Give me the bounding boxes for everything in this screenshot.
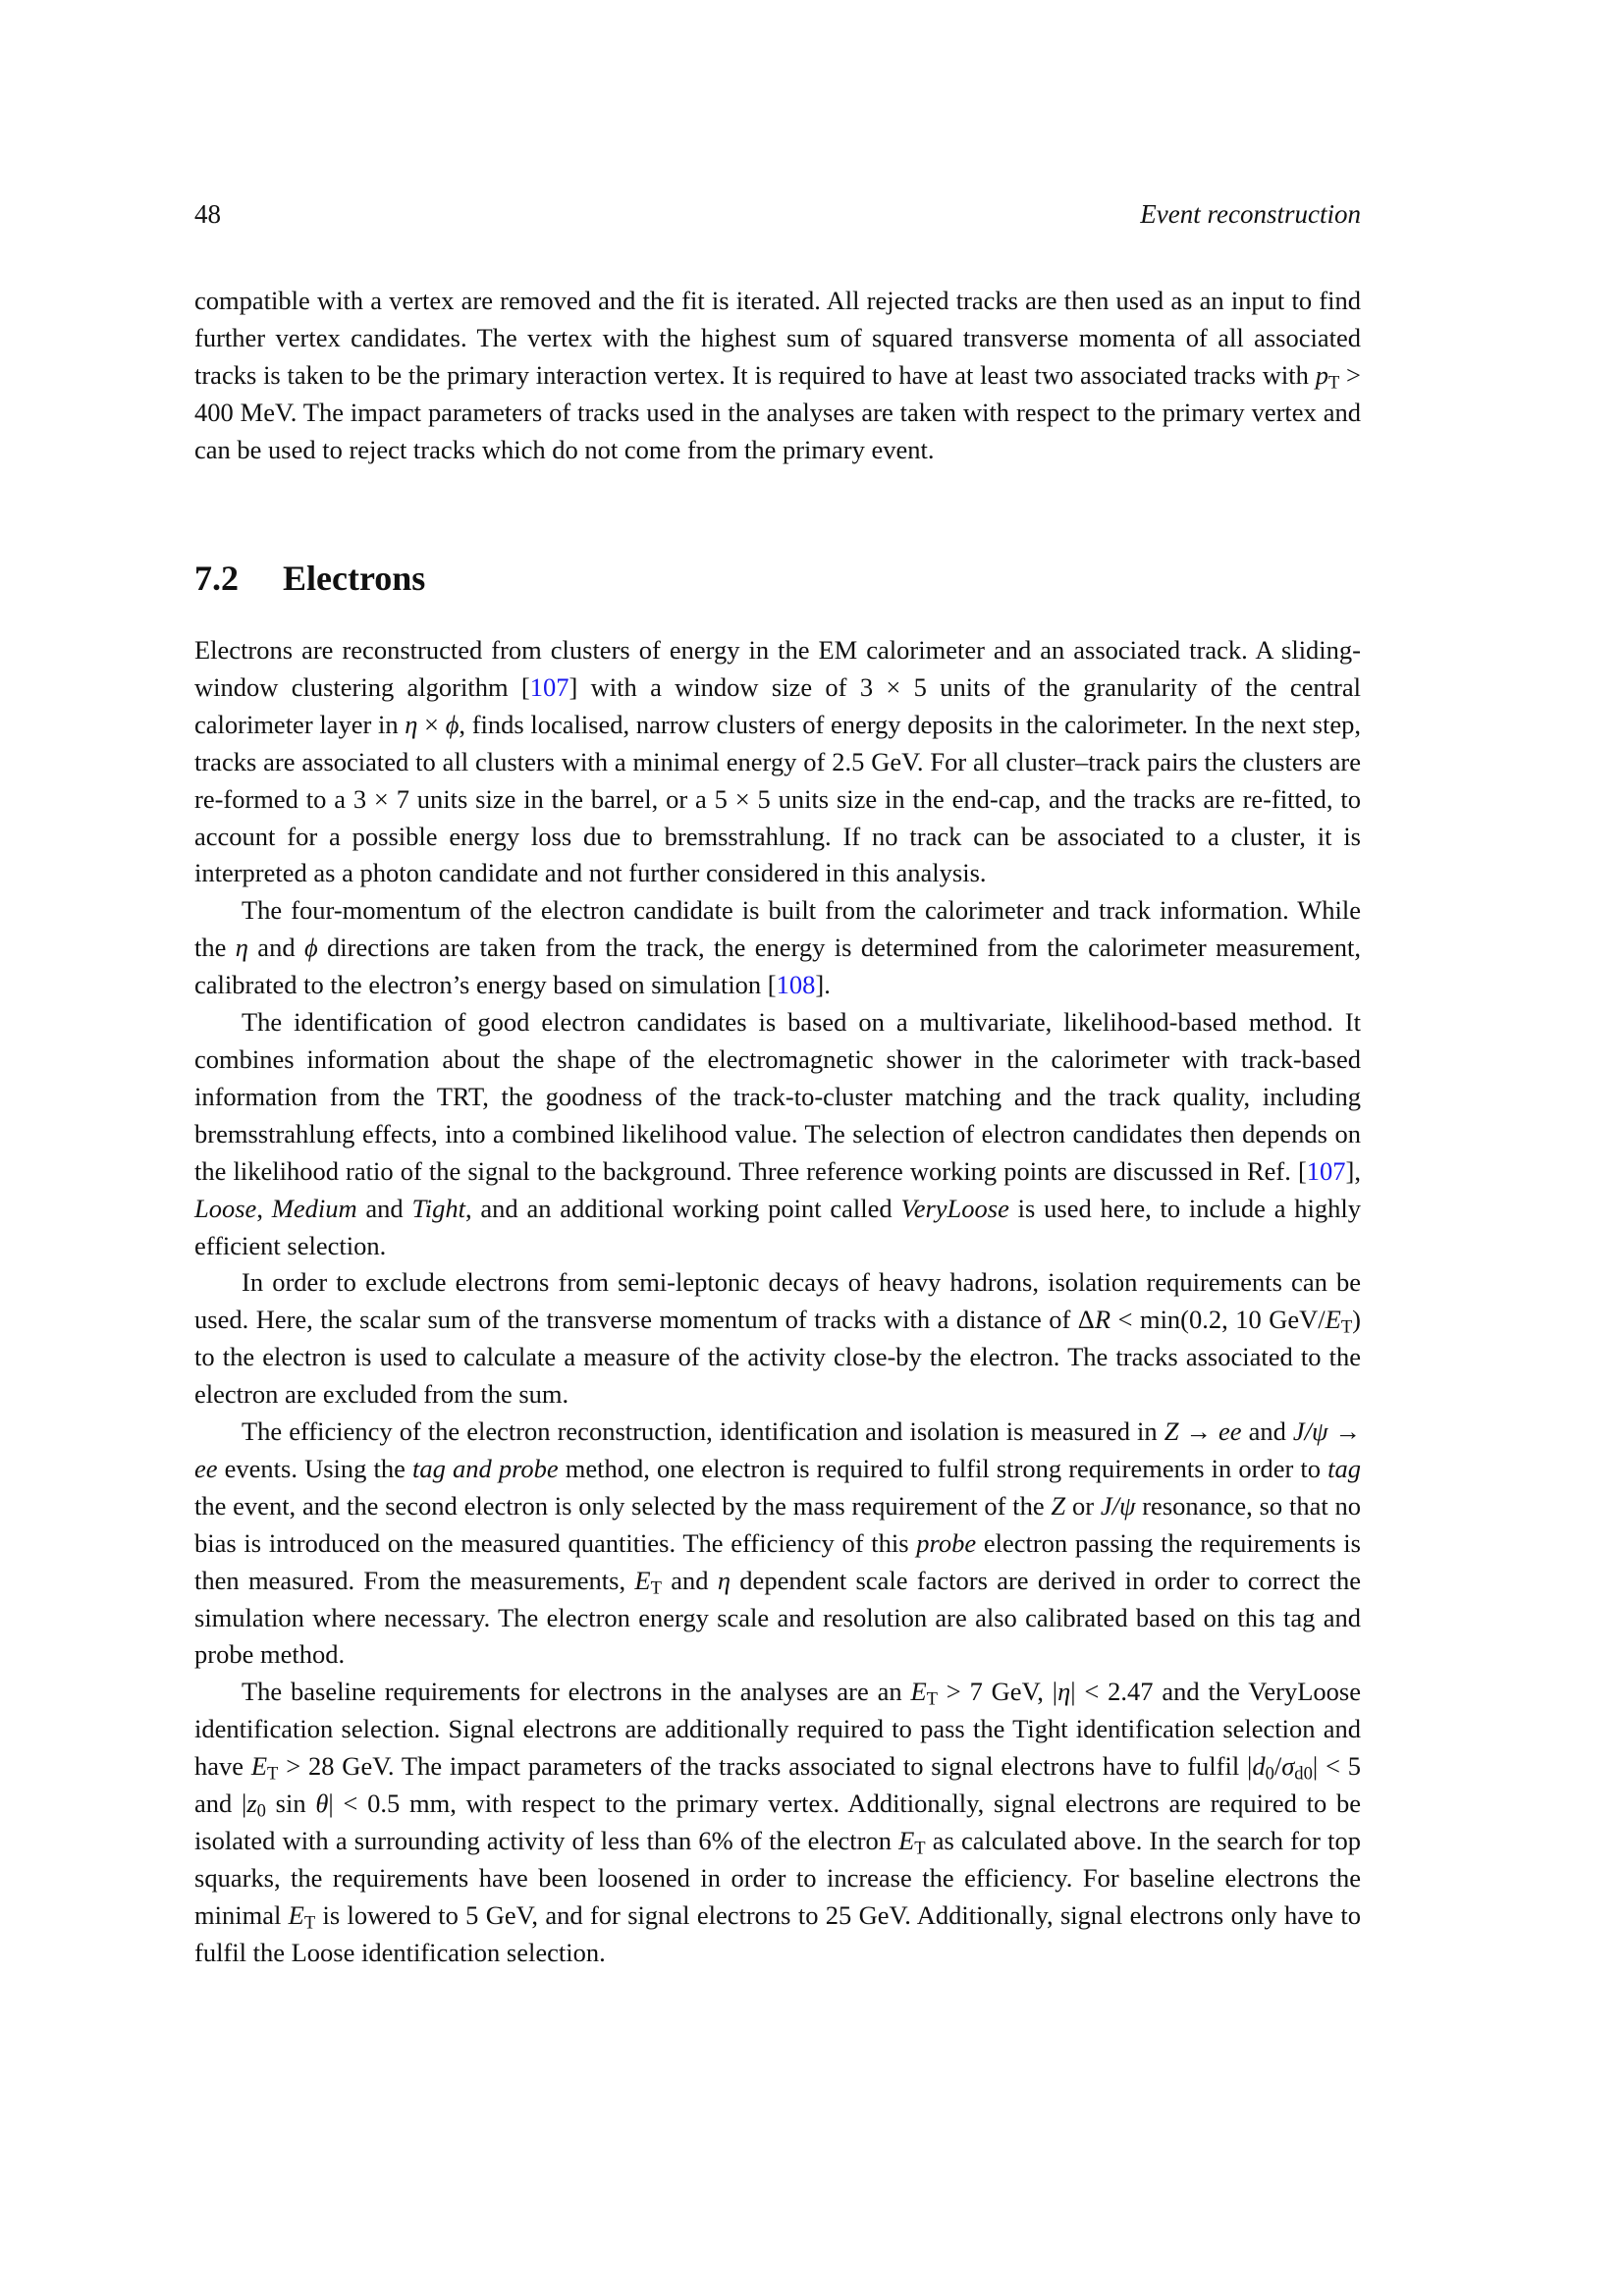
text-run: < min(0.2, 10 GeV/ bbox=[1110, 1305, 1326, 1335]
text-run: directions are taken from the track, the energy is determined from the calorimeter measurement, calibrated to the electron’s energy based on simulation [ bbox=[194, 933, 1362, 1000]
italic-text: E bbox=[910, 1677, 927, 1707]
italic-text: E bbox=[1325, 1305, 1341, 1335]
italic-text: ϕ bbox=[445, 709, 460, 739]
text-run: , and an additional working point called bbox=[464, 1193, 901, 1223]
italic-text: J/ψ bbox=[1292, 1416, 1328, 1447]
subscript: T bbox=[914, 1838, 926, 1859]
italic-text: η bbox=[405, 709, 418, 739]
paragraph bbox=[194, 892, 1361, 1004]
text-run: resonance, so that no bias is introduced on the measured quantities. The efficiency of this bbox=[194, 1490, 1361, 1558]
text-run: In order to exclude electrons from semi-leptonic decays of heavy hadrons, isolation requirements can be used. Here, the scalar sum of the transverse momentum of tracks with a distance of Δ bbox=[194, 1267, 1361, 1335]
text-run: → bbox=[1178, 1416, 1219, 1447]
text-run: | < 2.47 and the VeryLoose identification selection. Signal electrons are additionally required to pass the Tight identification selection and have bbox=[194, 1677, 1361, 1782]
text-run: The identification of good electron candidates is based on a multivariate, likelihood-based method. It combines information about the shape of the electromagnetic shower in the calorimeter with track-based information from the TRT, the goodness of the track-to-cluster matching and the track quality, including bremsstrahlung effects, into a combined likelihood value. The selection of electron candidates then depends on the likelihood ratio of the signal to the background. Three reference working points are discussed in Ref. [ bbox=[194, 1007, 1361, 1186]
section-title: Electrons bbox=[283, 559, 426, 598]
italic-text: tag bbox=[1327, 1453, 1361, 1483]
italic-text: Loose bbox=[194, 1193, 257, 1223]
italic-text: tag and probe bbox=[412, 1453, 559, 1483]
running-title: Event reconstruction bbox=[1140, 199, 1361, 229]
text-run: and bbox=[356, 1193, 412, 1223]
italic-text: z bbox=[246, 1789, 257, 1819]
italic-text: E bbox=[250, 1751, 268, 1782]
subscript: T bbox=[303, 1912, 316, 1934]
text-run: sin bbox=[265, 1789, 316, 1819]
citation-link[interactable]: 107 bbox=[1306, 1155, 1346, 1186]
section-body bbox=[194, 632, 1361, 1972]
paragraph bbox=[194, 632, 1361, 892]
text-run: / bbox=[1273, 1751, 1282, 1782]
text-run: | < 0.5 mm, with respect to the primary vertex. Additionally, signal electrons are required to be isolated with a surrounding activity of less than 6% of the electron bbox=[194, 1789, 1361, 1855]
text-run: electron passing the requirements is then measured. From the measurements, bbox=[194, 1527, 1361, 1595]
subscript: T bbox=[1327, 372, 1340, 394]
section-number: 7.2 bbox=[194, 559, 239, 598]
intro-paragraph bbox=[194, 283, 1361, 469]
text-run: Electrons are reconstructed from clusters of energy in the EM calorimeter and an associated track. A sliding-window clustering algorithm [ bbox=[194, 635, 1361, 702]
italic-text: Z bbox=[1051, 1490, 1066, 1521]
paragraph bbox=[194, 1004, 1361, 1264]
text-run: × bbox=[417, 709, 446, 739]
italic-text: σ bbox=[1281, 1751, 1295, 1782]
subscript: T bbox=[926, 1689, 938, 1710]
text-run: , bbox=[256, 1193, 272, 1223]
subscript: 0 bbox=[256, 1800, 266, 1822]
citation-link[interactable]: 108 bbox=[776, 970, 816, 1000]
paragraph bbox=[194, 1264, 1361, 1414]
text-run: is used here, to include a highly efficient selection. bbox=[194, 1193, 1362, 1260]
italic-text: ee bbox=[1218, 1416, 1242, 1447]
italic-text: E bbox=[634, 1565, 651, 1595]
italic-text: ee bbox=[194, 1453, 218, 1483]
italic-text: VeryLoose bbox=[900, 1193, 1009, 1223]
text-run: → bbox=[1327, 1416, 1362, 1447]
italic-text: R bbox=[1094, 1305, 1111, 1335]
subscript: d0 bbox=[1294, 1763, 1313, 1785]
text-run: ], bbox=[1345, 1155, 1361, 1186]
text-run: ) to the electron is used to calculate a measure of the activity close-by the electron. The tracks associated to the electron are excluded from the sum. bbox=[194, 1305, 1361, 1410]
text-run: and bbox=[661, 1565, 718, 1595]
italic-text: ϕ bbox=[303, 933, 318, 963]
text-run: events. Using the bbox=[217, 1453, 412, 1483]
italic-text: θ bbox=[315, 1789, 329, 1819]
italic-text: η bbox=[235, 933, 248, 963]
italic-text: Tight bbox=[411, 1193, 465, 1223]
subscript: T bbox=[1340, 1316, 1353, 1338]
italic-text: E bbox=[288, 1899, 304, 1930]
text-run: > 7 GeV, | bbox=[937, 1677, 1058, 1707]
text-run: is lowered to 5 GeV, and for signal electrons to 25 GeV. Additionally, signal electrons only have to fulfil the Loose identification selection. bbox=[194, 1899, 1362, 1967]
text-run: method, one electron is required to fulfil strong requirements in order to bbox=[558, 1453, 1328, 1483]
italic-text: J/ψ bbox=[1100, 1490, 1136, 1521]
italic-text: d bbox=[1252, 1751, 1266, 1782]
italic-text: Medium bbox=[271, 1193, 357, 1223]
italic-text: η bbox=[717, 1565, 731, 1595]
subscript: T bbox=[267, 1763, 279, 1785]
text-run: ] with a window size of 3 × 5 units of the granularity of the central calorimeter layer in bbox=[194, 671, 1361, 739]
text-run: dependent scale factors are derived in order to correct the simulation where necessary. The electron energy scale and resolution are also calibrated based on this tag and probe method. bbox=[194, 1565, 1362, 1670]
text-run: and bbox=[247, 933, 304, 963]
text-run: , finds localised, narrow clusters of energy deposits in the calorimeter. In the next step, tracks are associated to all clusters with a minimal energy of 2.5 GeV. For all cluster–track pairs the clusters are re-formed to a 3 × 7 units size in the barrel, or a 5 × 5 units size in the end-cap, and the tracks are re-fitted, to account for a possible energy loss due to bremsstrahlung. If no track can be associated to a cluster, it is interpreted as a photon candidate and not further considered in this analysis. bbox=[194, 709, 1361, 888]
text-run: | < 5 and | bbox=[194, 1751, 1361, 1819]
text-run: the event, and the second electron is only selected by the mass requirement of the bbox=[194, 1490, 1052, 1521]
text-run: The baseline requirements for electrons in the analyses are an bbox=[242, 1677, 911, 1707]
text-run: > 400 MeV. The impact parameters of tracks used in the analyses are taken with respect to the primary vertex and can be used to reject tracks which do not come from the primary event. bbox=[194, 359, 1362, 464]
italic-text: probe bbox=[916, 1527, 977, 1558]
italic-text: E bbox=[898, 1826, 915, 1855]
text-run: ]. bbox=[815, 970, 831, 1000]
text-run: as calculated above. In the search for top squarks, the requirements have been loosened in order to increase the efficiency. For baseline electrons the minimal bbox=[194, 1826, 1361, 1930]
citation-link[interactable]: 107 bbox=[529, 671, 569, 702]
text-run: compatible with a vertex are removed and the fit is iterated. All rejected tracks are then used as an input to find further vertex candidates. The vertex with the highest sum of squared transverse momenta of all associated tracks is taken to be the primary interaction vertex. It is required to have at least two associated tracks with bbox=[194, 286, 1361, 390]
text-run: The four-momentum of the electron candidate is built from the calorimeter and track information. While the bbox=[194, 895, 1361, 963]
text-run: The efficiency of the electron reconstruction, identification and isolation is measured in bbox=[242, 1416, 1164, 1447]
italic-text: p bbox=[1315, 359, 1328, 390]
paragraph bbox=[194, 1414, 1361, 1674]
italic-text: η bbox=[1057, 1677, 1071, 1707]
paragraph bbox=[194, 1674, 1361, 1971]
text-run: or bbox=[1065, 1490, 1101, 1521]
page-number: 48 bbox=[194, 199, 221, 229]
section-heading bbox=[194, 558, 425, 599]
subscript: T bbox=[650, 1577, 662, 1599]
text-run: > 28 GeV. The impact parameters of the tracks associated to signal electrons have to fulfil | bbox=[278, 1751, 1253, 1782]
subscript: 0 bbox=[1265, 1763, 1274, 1785]
running-header bbox=[194, 199, 1361, 230]
text-run: and bbox=[1241, 1416, 1293, 1447]
italic-text: Z bbox=[1164, 1416, 1179, 1447]
